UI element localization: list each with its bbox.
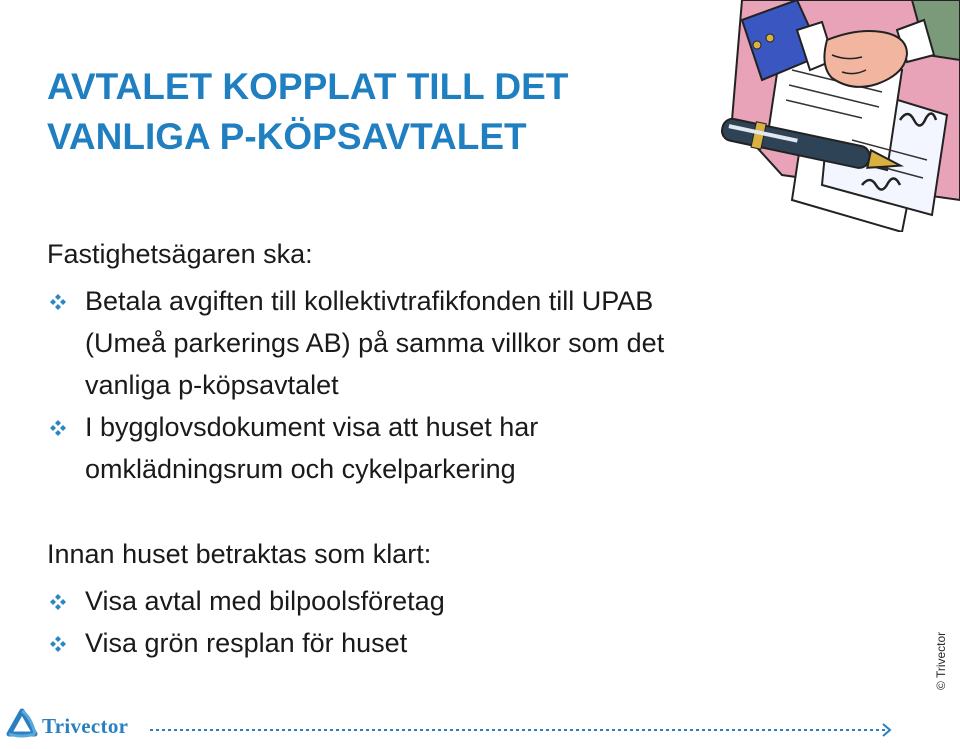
- section-heading-owner: Fastighetsägaren ska:: [47, 239, 313, 269]
- four-diamond-bullet-icon: [49, 293, 67, 311]
- slide-footer: [0, 706, 960, 746]
- brand-name: Trivector: [42, 714, 129, 738]
- bullet-line: I bygglovsdokument visa att huset har: [85, 412, 539, 442]
- list-item: [47, 580, 445, 622]
- bullet-line: omklädningsrum och cykelparkering: [85, 454, 516, 484]
- section-heading-before-done: Innan huset betraktas som klart:: [47, 539, 432, 569]
- four-diamond-bullet-icon: [49, 635, 67, 653]
- four-diamond-bullet-icon: [49, 593, 67, 611]
- chevron-right-icon: [880, 722, 894, 738]
- list-item: [47, 406, 664, 490]
- list-item: [47, 622, 445, 664]
- title-line-1: AVTALET KOPPLAT TILL DET: [47, 66, 569, 107]
- bullet-list-before-done: [47, 580, 445, 664]
- trivector-logo-icon: [4, 708, 40, 742]
- list-item: [47, 280, 664, 406]
- four-diamond-bullet-icon: [49, 419, 67, 437]
- slide-title: [47, 62, 727, 162]
- bullet-list-owner: [47, 280, 664, 490]
- bullet-line: Betala avgiften till kollektivtrafikfonden till UPAB: [85, 286, 654, 316]
- copyright-watermark: © Trivector: [934, 631, 948, 690]
- dotted-arrow-icon: [150, 728, 895, 732]
- bullet-line: vanliga p-köpsavtalet: [85, 370, 339, 400]
- handshake-contract-pen-icon: [712, 0, 960, 232]
- bullet-line: Visa avtal med bilpoolsföretag: [85, 586, 445, 616]
- title-line-2: VANLIGA P-KÖPSAVTALET: [47, 116, 527, 157]
- bullet-line: (Umeå parkerings AB) på samma villkor som det: [85, 328, 665, 358]
- bullet-line: Visa grön resplan för huset: [85, 628, 408, 658]
